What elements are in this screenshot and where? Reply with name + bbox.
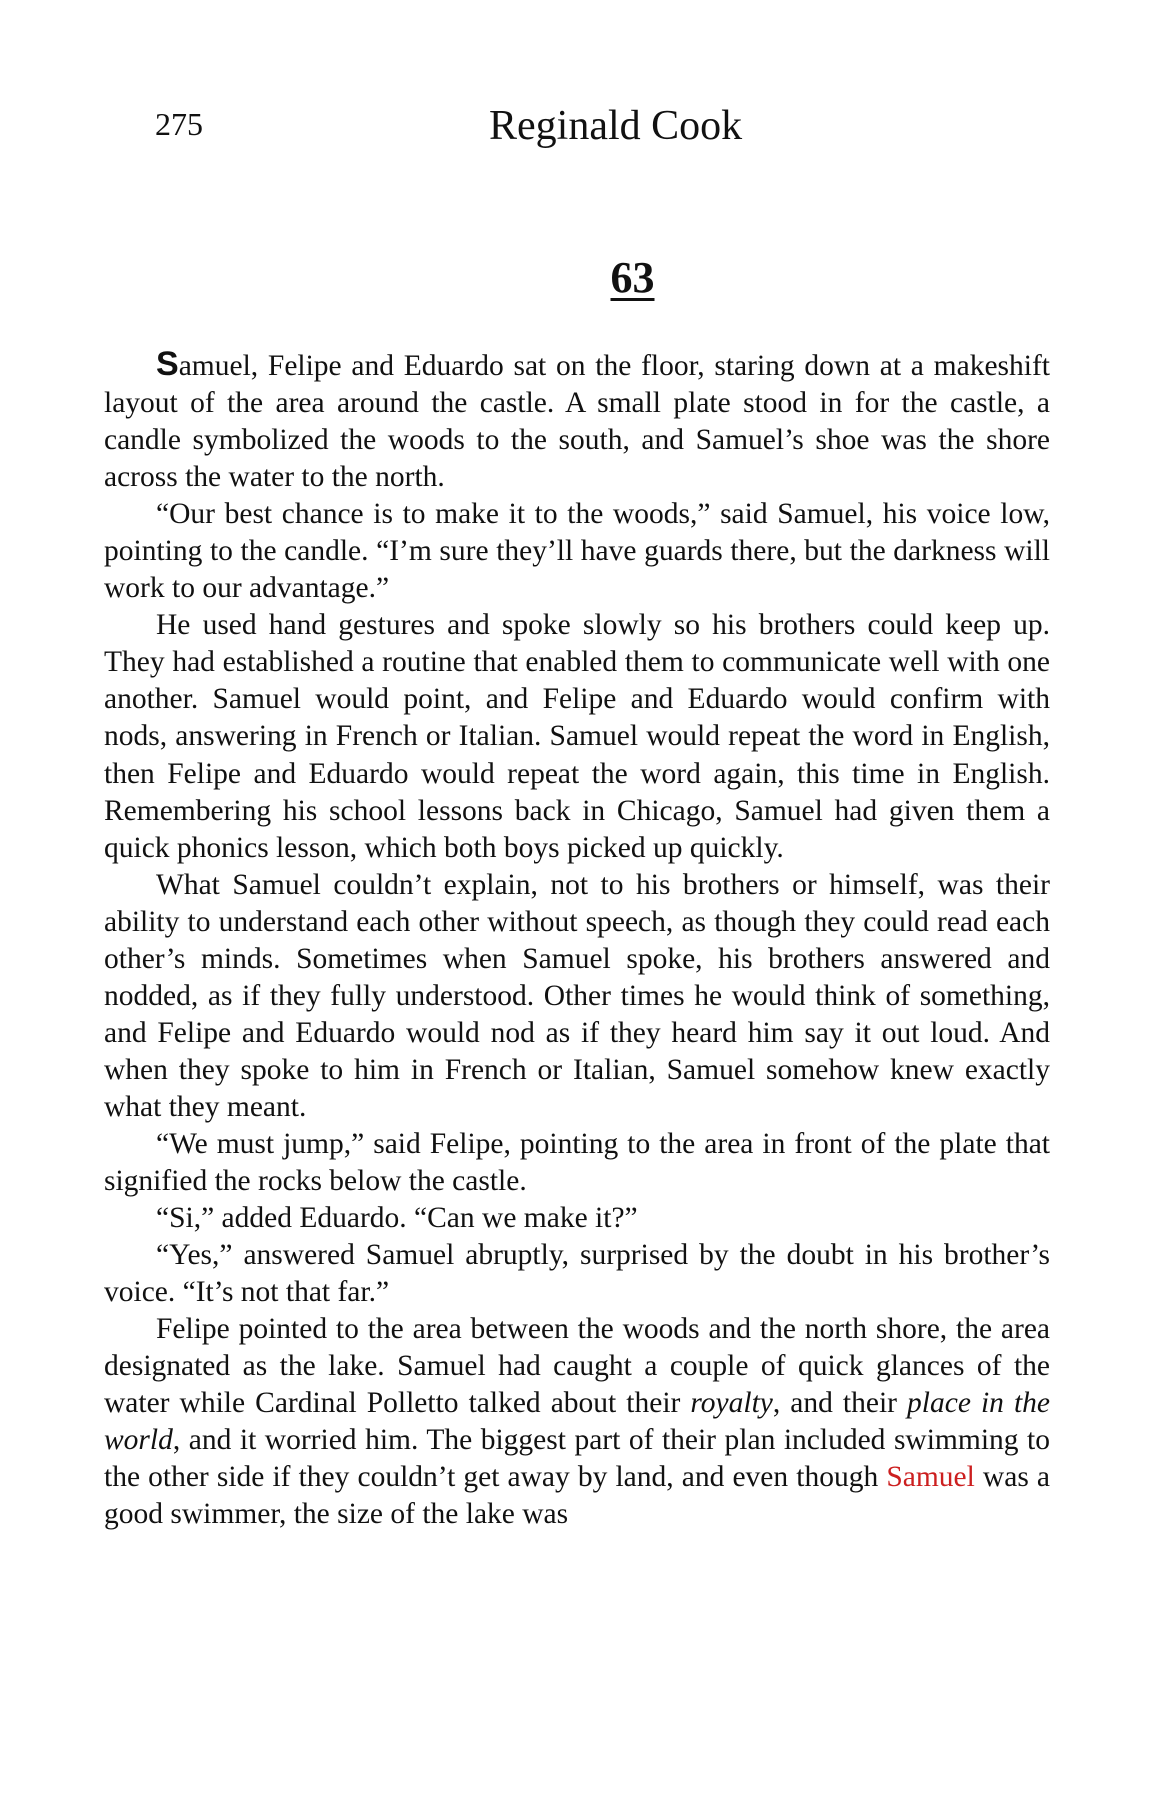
paragraph-1-text: amuel, Felipe and Eduardo sat on the floor, staring down at a makeshift layout of the area around the castle. A small plate stood in for the castle, a candle symbolized the woods to the south, and Samuel’s shoe was the shore across the water to the north. bbox=[104, 350, 1050, 494]
paragraph-8-seg-1: Felipe pointed to the area between the woods and the north shore, the area designated as the lake. Samuel had caught a couple of quick glances of the water while Cardinal Polletto talked about their bbox=[104, 1313, 1050, 1420]
body-text bbox=[104, 346, 1050, 1534]
running-head-author: Reginald Cook bbox=[489, 103, 743, 149]
paragraph-8-seg-4: was a good swimmer, the size of the lake was bbox=[104, 1461, 1050, 1531]
paragraph-7: “Yes,” answered Samuel abruptly, surprised by the doubt in his brother’s voice. “It’s not that far.” bbox=[104, 1239, 1050, 1309]
paragraph-1 bbox=[104, 346, 1050, 496]
paragraph-6: “Si,” added Eduardo. “Can we make it?” bbox=[156, 1202, 638, 1235]
paragraph-8 bbox=[104, 1311, 1050, 1533]
chapter-number bbox=[0, 250, 1165, 306]
highlighted-name: Samuel bbox=[886, 1461, 975, 1494]
drop-cap: S bbox=[156, 345, 179, 383]
paragraph-8-italic-royalty: royalty bbox=[690, 1387, 773, 1420]
paragraph-8-seg-3: , and it worried him. The biggest part of their plan included swimming to the other side if they couldn’t get away by land, and even though bbox=[104, 1424, 1050, 1494]
paragraph-3: He used hand gestures and spoke slowly so his brothers could keep up. They had established a routine that enabled them to communicate well with one another. Samuel would point, and Felipe and Eduardo would confirm with nods, answering in French or Italian. Samuel would repeat the word in English, then Felipe and Eduardo would repeat the word again, this time in English. Remembering his school lessons back in Chicago, Samuel had given them a quick phonics lesson, which both boys picked up quickly. bbox=[104, 609, 1050, 864]
paragraph-8-seg-2: , and their bbox=[772, 1387, 908, 1420]
paragraph-2: “Our best chance is to make it to the woods,” said Samuel, his voice low, pointing to the candle. “I’m sure they’ll have guards there, but the darkness will work to our advantage.” bbox=[104, 498, 1050, 605]
page-number: 275 bbox=[155, 106, 203, 142]
chapter-number-text: 63 bbox=[610, 253, 655, 302]
paragraph-5: “We must jump,” said Felipe, pointing to the area in front of the plate that signified the rocks below the castle. bbox=[104, 1127, 1050, 1198]
paragraph-8-italic-place: place in the world bbox=[104, 1387, 1051, 1457]
paragraph-4: What Samuel couldn’t explain, not to his brothers or himself, was their ability to understand each other without speech, as though they could read each other’s minds. Sometimes when Samuel spoke, his brothers answered and nodded, as if they fully understood. Other times he would think of something, and Felipe and Eduardo would nod as if they heard him say it out loud. And when they spoke to him in French or Italian, Samuel somehow knew exactly what they meant. bbox=[104, 868, 1050, 1123]
